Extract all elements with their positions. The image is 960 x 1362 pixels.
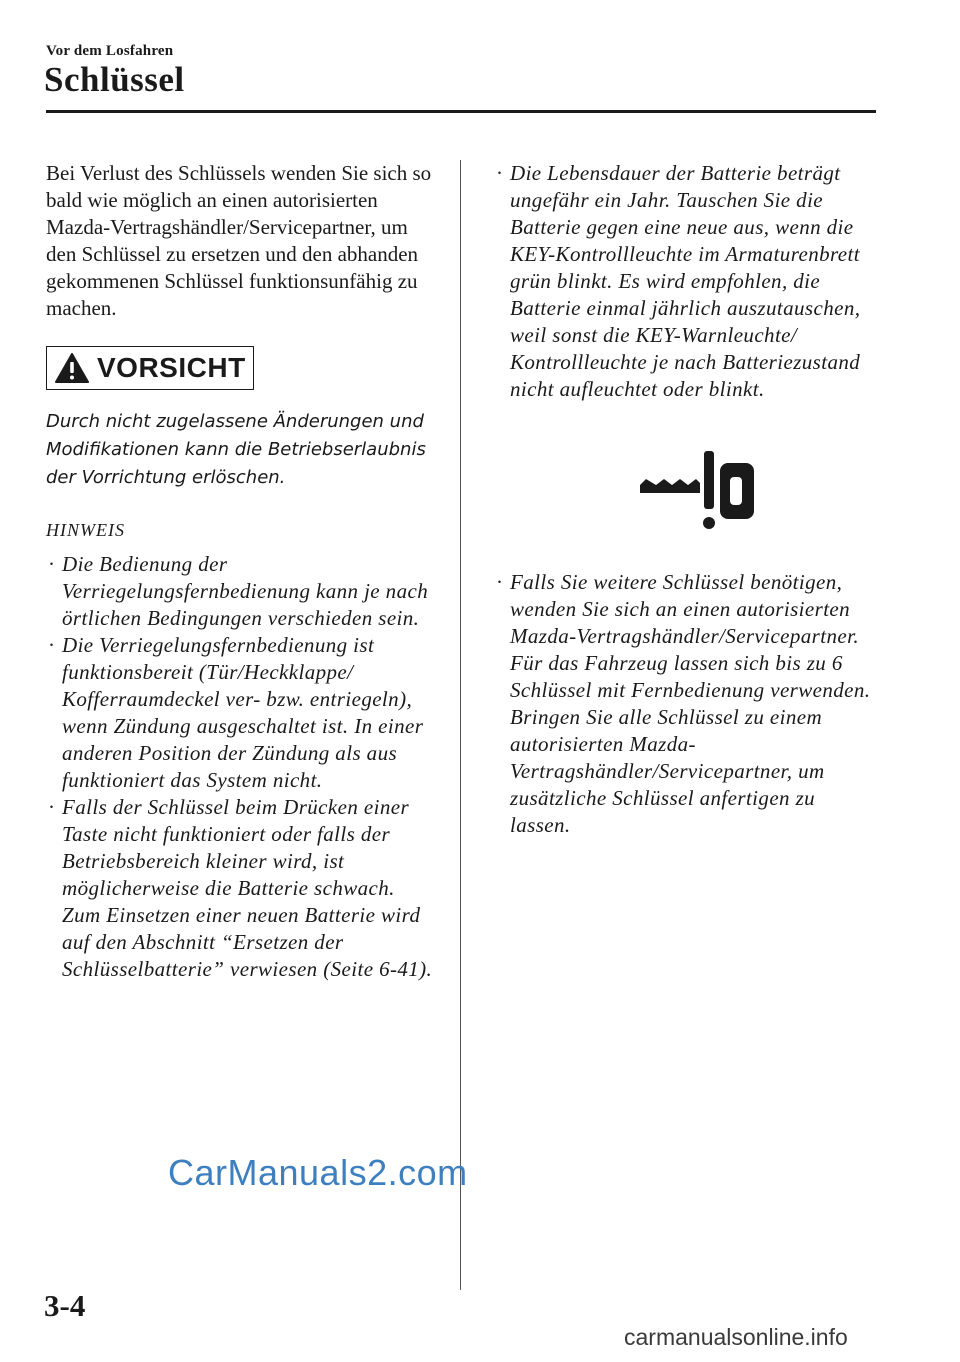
- key-indicator-figure: [494, 447, 880, 559]
- intro-paragraph: Bei Verlust des Schlüssels wenden Sie sich so bald wie möglich an einen autorisierten Mazda-Vertragshändler/Servicepartner, um den Schlüssel zu ersetzen und den abhanden gekommenen Schlüssel funktionsunfähig zu machen.: [46, 161, 432, 320]
- warning-triangle-icon: [55, 353, 89, 383]
- key-warning-light-icon: [634, 447, 758, 533]
- list-item: · Die Bedienung der Verriegelungsfernbedienung kann je nach örtlichen Bedingungen verschieden sein.: [48, 552, 429, 630]
- caution-label: VORSICHT: [97, 352, 246, 383]
- right-column: [494, 160, 880, 839]
- page-number: 3-4: [44, 1288, 86, 1323]
- left-column: [46, 160, 438, 983]
- list-item: · Die Lebensdauer der Batterie beträgt ungefähr ein Jahr. Tauschen Sie die Batterie gegen eine neue aus, wenn die KEY-Kontrollleuchte im Armaturenbrett grün blinkt. Es wird empfohlen, die Batterie einmal jährlich auszutauschen, weil sonst die KEY-Warnleuchte/ Kontrollleuchte je nach Batteriezustand nicht aufleuchtet oder blinkt.: [496, 161, 861, 401]
- footer-site-link[interactable]: carmanualsonline.info: [624, 1324, 848, 1350]
- watermark-logo: CarManuals2.com: [168, 1152, 468, 1193]
- list-item-text: Die Bedienung der Verriegelungsfernbedienung kann je nach örtlichen Bedingungen verschieden sein.: [62, 552, 429, 630]
- list-item-text: Falls der Schlüssel beim Drücken einer Taste nicht funktioniert oder falls der Betriebsbereich kleiner wird, ist möglicherweise die Batterie schwach. Zum Einsetzen einer neuen Batterie wird auf den Abschnitt “Ersetzen der Schlüsselbatterie” verwiesen (Seite 6-41).: [62, 795, 433, 981]
- list-item-text: Die Lebensdauer der Batterie beträgt ungefähr ein Jahr. Tauschen Sie die Batterie gegen eine neue aus, wenn die KEY-Kontrollleuchte im Armaturenbrett grün blinkt. Es wird empfohlen, die Batterie einmal jährlich auszutauschen, weil sonst die KEY-Warnleuchte/ Kontrollleuchte je nach Batteriezustand nicht aufleuchtet oder blinkt.: [510, 161, 861, 401]
- note-list-left: [46, 551, 438, 983]
- list-item: · Die Verriegelungsfernbedienung ist funktionsbereit (Tür/Heckklappe/ Kofferraumdeckel ver- bzw. entriegeln), wenn Zündung ausgeschaltet ist. In einer anderen Position der Zündung als aus funktioniert das System nicht.: [48, 633, 424, 792]
- list-item: · Falls der Schlüssel beim Drücken einer Taste nicht funktioniert oder falls der Betriebsbereich kleiner wird, ist möglicherweise die Batterie schwach. Zum Einsetzen einer neuen Batterie wird auf den Abschnitt “Ersetzen der Schlüsselbatterie” verwiesen (Seite 6-41).: [48, 795, 433, 981]
- list-item: · Falls Sie weitere Schlüssel benötigen, wenden Sie sich an einen autorisierten Mazda-Vertragshändler/Servicepartner. Für das Fahrzeug lassen sich bis zu 6 Schlüssel mit Fernbedienung verwenden. Bringen Sie alle Schlüssel zu einem autorisierten Mazda-Vertragshändler/Servicepartner, um zusätzliche Schlüssel anfertigen zu lassen.: [496, 570, 871, 837]
- note-list-right-top: [494, 160, 880, 403]
- note-list-right-bottom: [494, 569, 880, 839]
- header-divider: [46, 110, 876, 113]
- list-item-text: Die Verriegelungsfernbedienung ist funktionsbereit (Tür/Heckklappe/ Kofferraumdeckel ver- bzw. entriegeln), wenn Zündung ausgeschaltet ist. In einer anderen Position der Zündung als aus funktioniert das System nicht.: [62, 633, 424, 792]
- note-heading: HINWEIS: [46, 520, 125, 540]
- breadcrumb: Vor dem Losfahren: [46, 43, 174, 59]
- list-item-text: Falls Sie weitere Schlüssel benötigen, wenden Sie sich an einen autorisierten Mazda-Vertragshändler/Servicepartner. Für das Fahrzeug lassen sich bis zu 6 Schlüssel mit Fernbedienung verwenden. Bringen Sie alle Schlüssel zu einem autorisierten Mazda-Vertragshändler/Servicepartner, um zusätzliche Schlüssel anfertigen zu lassen.: [510, 570, 871, 837]
- caution-text: Durch nicht zugelassene Änderungen und Modifikationen kann die Betriebserlaubnis der Vorrichtung erlöschen.: [46, 411, 426, 488]
- column-divider: [460, 160, 461, 1290]
- page-title: Schlüssel: [44, 60, 185, 99]
- caution-box: [46, 346, 254, 390]
